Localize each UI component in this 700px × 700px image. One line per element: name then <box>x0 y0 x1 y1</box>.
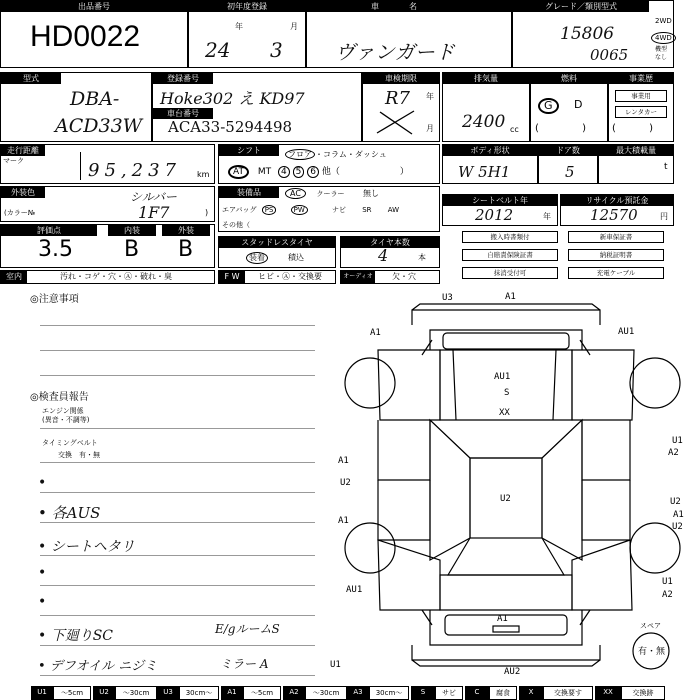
damage-label: A1 <box>370 328 381 338</box>
drive-none: 機型なし <box>655 46 668 61</box>
legend-value: 30cm〜 <box>179 686 219 700</box>
grade-value: 15806 <box>560 24 615 44</box>
exterior-value: B <box>178 237 194 262</box>
legend-key: X <box>519 686 543 700</box>
tire-count: 4 <box>378 246 389 265</box>
report-note-right: E/gルームS <box>215 622 280 636</box>
equip-line2 <box>222 205 399 215</box>
studless-label: スタッドレスタイヤ <box>219 237 335 248</box>
report-item: • デフオイル ニジミ <box>38 659 158 674</box>
year-unit: 年 <box>235 22 243 31</box>
damage-label: U2 <box>672 522 683 532</box>
engine-line <box>40 428 315 429</box>
legend-key: XX <box>595 686 621 700</box>
first-reg-year: 24 <box>205 38 231 62</box>
report-item: • <box>38 565 47 581</box>
mileage-label: 走行距離 <box>1 145 45 156</box>
report-line <box>40 645 315 646</box>
capacity-unit: t <box>664 162 668 172</box>
report-line <box>40 615 315 616</box>
damage-label: U2 <box>340 478 351 488</box>
gear-other: 他（ <box>321 167 340 177</box>
shift-column: コラム <box>323 150 347 159</box>
business-use: 事業用 <box>615 90 667 102</box>
damage-label: XX <box>499 408 510 418</box>
color-close: ) <box>205 208 209 217</box>
timing-label: タイミングベルト <box>42 439 98 447</box>
gear-6: 6 <box>307 166 319 178</box>
mark-label: マーク <box>3 157 24 165</box>
fuel-d: D <box>574 98 583 111</box>
color-code: 1F7 <box>138 203 170 222</box>
body-type: W 5H1 <box>458 163 511 181</box>
gear-4: 4 <box>278 166 290 178</box>
damage-label: U1 <box>662 577 673 587</box>
report-item: • シートヘタリ <box>38 539 135 555</box>
inspection-year-unit: 年 <box>426 92 434 101</box>
legend-value: 〜30cm <box>115 686 157 700</box>
legend-key: C <box>465 686 489 700</box>
doc-warranty: 新車保証書 <box>568 231 664 243</box>
business-parens: ( ) <box>612 123 653 134</box>
equipment-label: 装備品 <box>219 187 279 198</box>
damage-label: AU1 <box>618 327 635 337</box>
doc-tax: 納税証明書 <box>568 249 664 261</box>
color-no-label: (カラー№ <box>4 209 36 217</box>
room-items: 汚れ・コゲ・穴・Ⓐ・破れ・臭 <box>60 272 172 281</box>
body-type-label: ボディ形状 <box>443 145 537 156</box>
damage-label: U1 <box>672 436 683 446</box>
interior-value: B <box>124 237 140 262</box>
first-reg-label: 初年度登録 <box>189 1 305 12</box>
inspection-value: R7 <box>385 88 411 109</box>
mileage-value: 95,237 <box>88 160 181 181</box>
legend-value: 〜5cm <box>243 686 281 700</box>
legend-key: U3 <box>157 686 179 700</box>
reg-no-label: 登録番号 <box>153 73 213 84</box>
audio-items: 欠・穴 <box>392 272 416 281</box>
drive-4wd: 4WD <box>651 32 676 44</box>
damage-label: AU1 <box>346 585 363 595</box>
chassis-label: 車台番号 <box>153 108 213 119</box>
color-value: シルバー <box>130 190 177 204</box>
seatbelt-year: 2012 <box>475 206 514 224</box>
report-item: • 下廻りSC <box>38 628 114 644</box>
equip-pw: PW <box>291 205 308 215</box>
report-item: • <box>38 594 47 610</box>
fw-items: ヒビ・Ⓐ・交換要 <box>258 272 322 281</box>
seatbelt-unit: 年 <box>543 212 551 221</box>
equip-navi: ナビ <box>331 206 346 214</box>
report-item: • 各AUS <box>38 504 101 522</box>
inspection-label: 車検期限 <box>363 73 439 84</box>
recycle-label: リサイクル預託金 <box>561 195 673 206</box>
damage-label: A2 <box>668 448 679 458</box>
damage-label: A1 <box>505 292 516 302</box>
damage-label: A2 <box>662 590 673 600</box>
report-line <box>40 675 315 676</box>
report-note-right: ミラー A <box>220 657 269 671</box>
doors-label: ドア数 <box>539 145 597 156</box>
car-name: ヴァンガード <box>335 40 455 64</box>
inspection-strike <box>372 108 422 138</box>
interior-label: 内装 <box>108 225 156 236</box>
recycle-unit: 円 <box>660 212 668 221</box>
month-unit: 月 <box>290 22 298 31</box>
fuel-parens: ( ) <box>535 123 586 134</box>
equip-sr: SR <box>362 206 372 214</box>
sep: ・ <box>346 150 355 159</box>
legend-key: A3 <box>347 686 369 700</box>
cc-unit: cc <box>510 125 519 134</box>
business-label: 事業歴 <box>609 73 673 84</box>
doc-charging-cable: 充電ケーブル <box>568 267 664 279</box>
damage-label: U2 <box>670 497 681 507</box>
legend-value: 〜30cm <box>305 686 347 700</box>
caution-line <box>40 350 315 351</box>
shift-floor: フロア <box>285 149 315 160</box>
damage-label: U1 <box>330 660 341 670</box>
first-reg-month: 3 <box>270 38 283 62</box>
damage-label: U2 <box>500 494 511 504</box>
stud-loaded: 積込 <box>288 253 304 262</box>
model-line1: DBA- <box>70 88 120 110</box>
capacity-label: 最大積載量 <box>599 145 673 156</box>
damage-label: S <box>504 388 510 398</box>
legend-value: 交換跡 <box>621 686 665 700</box>
report-line <box>40 585 315 586</box>
lot-number: HD0022 <box>30 20 141 53</box>
damage-label: A1 <box>673 510 684 520</box>
report-line <box>40 555 315 556</box>
equip-other: その他（ <box>222 221 250 229</box>
score-label: 評価点 <box>1 225 97 236</box>
caution-line <box>40 325 315 326</box>
audio-label: オーディオ <box>341 271 375 283</box>
legend-value: 腐食 <box>489 686 517 700</box>
inspection-month-unit: 月 <box>426 124 434 133</box>
timing-line <box>40 462 315 463</box>
doc-transport: 搬入時書類付 <box>462 231 558 243</box>
displacement: 2400 <box>462 112 506 132</box>
displacement-label: 排気量 <box>443 73 529 84</box>
damage-label: A1 <box>338 456 349 466</box>
chassis-no: ACA33-5294498 <box>168 118 293 136</box>
drive-2wd: 2WD <box>655 17 672 25</box>
equip-aw: AW <box>387 206 400 214</box>
seatbelt-label: シートベルト年 <box>443 195 557 206</box>
spare-options: 有・無 <box>638 647 666 657</box>
equip-ac: AC <box>285 188 306 199</box>
sep: ・ <box>315 150 323 159</box>
model-line2: ACD33W <box>55 115 143 137</box>
exterior-label: 外装 <box>162 225 210 236</box>
model-label: 型式 <box>1 73 61 84</box>
legend-key: S <box>411 686 435 700</box>
legend-value: 〜5cm <box>53 686 91 700</box>
gear-5: 5 <box>293 166 305 178</box>
recycle-value: 12570 <box>590 206 638 224</box>
damage-label: A1 <box>338 516 349 526</box>
rental: レンタカー <box>615 106 667 118</box>
equip-cooler: クーラー <box>316 190 345 198</box>
doc-insurance: 自賠責保険証書 <box>462 249 558 261</box>
gear-options <box>228 167 409 177</box>
report-title: ◎検査員報告 <box>30 392 89 403</box>
report-line <box>40 522 315 523</box>
gear-at: AT <box>228 165 249 179</box>
damage-label: AU1 <box>494 372 511 382</box>
equip-line1 <box>285 189 379 199</box>
equip-none: 無し <box>363 189 380 198</box>
color-label: 外装色 <box>1 187 45 198</box>
fuel-g: G <box>538 98 559 114</box>
report-line <box>40 492 315 493</box>
gear-other-close: ） <box>399 167 409 177</box>
caution-title: ◎注意事項 <box>30 294 79 305</box>
doc-deregistration: 抹消受付可 <box>462 267 558 279</box>
class-code: 0065 <box>590 46 629 64</box>
gear-mt: MT <box>257 167 272 177</box>
shift-options <box>285 150 387 160</box>
damage-label: U3 <box>442 293 453 303</box>
report-item: • <box>38 475 47 491</box>
doors-value: 5 <box>565 163 575 181</box>
stud-fitted: 装着 <box>246 252 268 264</box>
legend-key: U2 <box>93 686 115 700</box>
engine-label: エンジン関係 (異音・不調等) <box>42 407 90 424</box>
car-name-label: 車名 <box>307 1 511 12</box>
lot-number-label: 出品番号 <box>1 1 187 12</box>
legend-value: サビ <box>435 686 463 700</box>
shift-dash: ダッシュ <box>354 150 387 159</box>
legend-value: 30cm〜 <box>369 686 409 700</box>
grade-label: グレード／類別型式 <box>513 1 649 12</box>
fw-label: F W <box>219 271 245 283</box>
room-label: 室内 <box>1 271 27 283</box>
legend-key: A2 <box>283 686 305 700</box>
shift-label: シフト <box>219 145 279 156</box>
tire-count-label: タイヤ本数 <box>341 237 439 248</box>
legend-key: A1 <box>221 686 243 700</box>
damage-label: AU2 <box>504 667 521 677</box>
legend-key: U1 <box>31 686 53 700</box>
spare-label: スペア <box>640 622 661 630</box>
damage-label: A1 <box>497 614 508 624</box>
km-unit: km <box>197 170 210 179</box>
tire-unit: 本 <box>418 253 426 262</box>
fuel-label: 燃料 <box>531 73 607 84</box>
equip-ps: PS <box>262 205 277 215</box>
score-value: 3.5 <box>38 237 73 262</box>
equip-airbag: エアバッグ <box>222 206 257 214</box>
legend-value: 交換要す <box>543 686 593 700</box>
reg-no: Hoke302 え KD97 <box>160 89 305 108</box>
timing-options: 交換 有・無 <box>58 451 100 459</box>
caution-line <box>40 375 315 376</box>
